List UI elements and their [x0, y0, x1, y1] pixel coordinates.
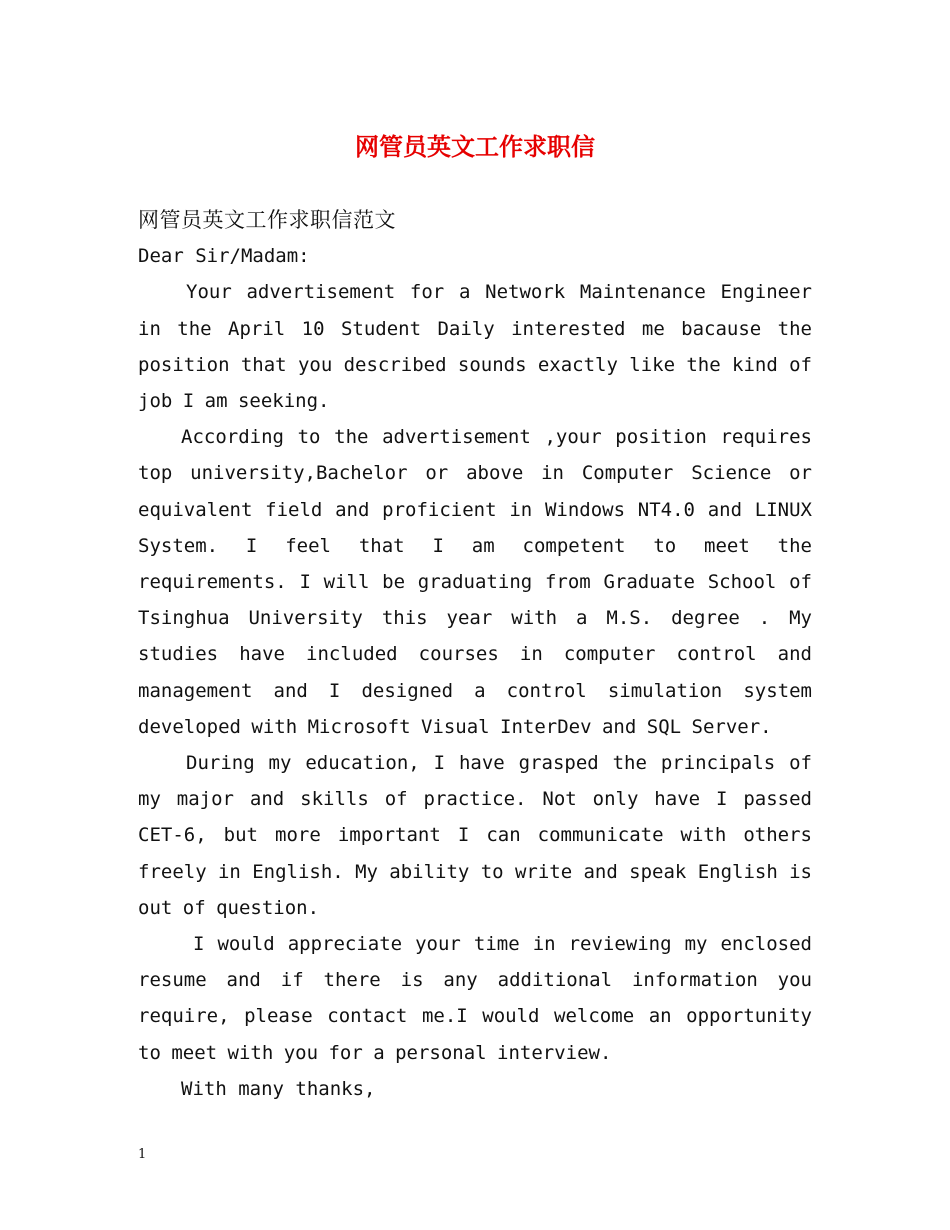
page-number: 1 [138, 1147, 147, 1162]
paragraph-2: According to the advertisement ,your position requires top university,Bachelor or above in Computer Science or equivalent field and proficient in Windows NT4.0 and LINUX System. I feel that I am competent to meet the requirements. I will be graduating from Graduate School of Tsinghua University this year with a M.S. degree . My studies have included courses in computer control and management and I designed a control simulation system developed with Microsoft Visual InterDev and SQL Server. [138, 426, 812, 738]
paragraph-1: Your advertisement for a Network Maintenance Engineer in the April 10 Student Daily interested me bacause the position that you described sounds exactly like the kind of job I am seeking. [138, 281, 812, 413]
paragraph-3: During my education, I have grasped the principals of my major and skills of practice. Not only have I passed CET-6, but more important I can communicate with others freely in English. My ability to write and speak English is out of question. [138, 752, 812, 919]
document-title: 网管员英文工作求职信 [355, 132, 595, 161]
paragraph-4: I would appreciate your time in reviewing my enclosed resume and if there is any additional information you require, please contact me.I would welcome an opportunity to meet with you for a personal interview. [138, 933, 812, 1064]
document-subtitle: 网管员英文工作求职信范文 [138, 208, 396, 232]
closing-line: With many thanks, [181, 1077, 376, 1100]
document-body [138, 202, 812, 1107]
salutation: Dear Sir/Madam: [138, 245, 310, 268]
